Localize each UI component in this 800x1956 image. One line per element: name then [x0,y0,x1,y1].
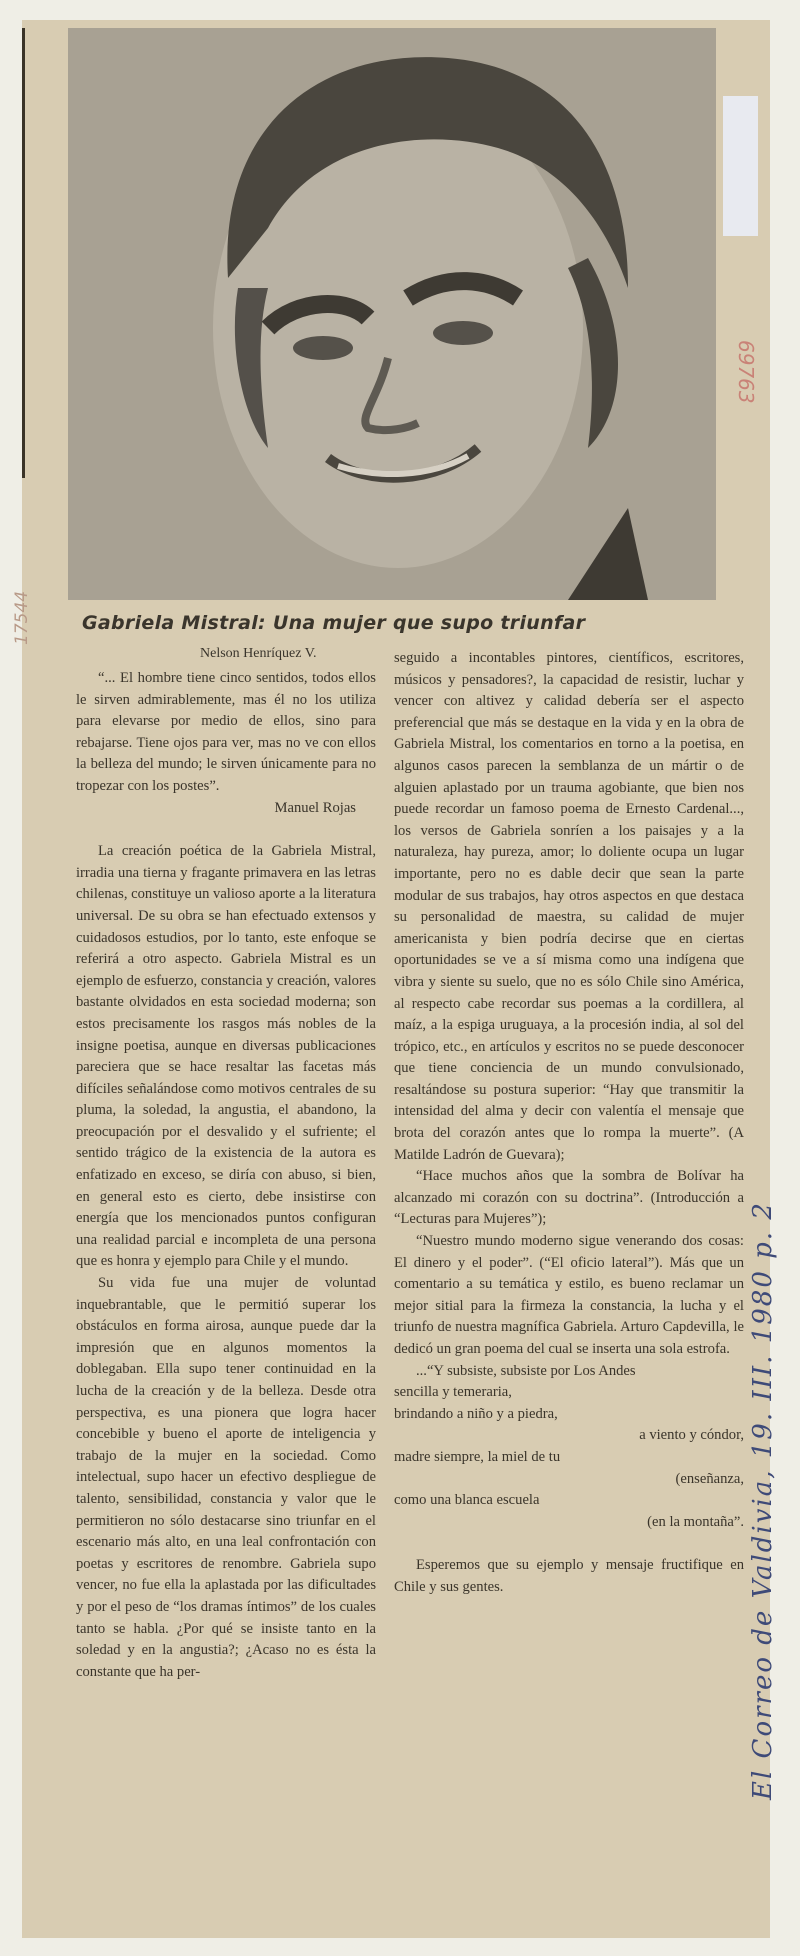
left-column [76,668,376,1683]
paragraph: La creación poética de la Gabriela Mistral, irradia una tierna y fragante primavera en las letras chilenas, constituye un valioso aporte a la literatura universal. De su obra se han efectuado extensos y cuidadosos estudios, por lo tanto, este enfoque se referirá a otro aspecto. Gabriela Mistral es un ejemplo de esfuerzo, constancia y creación, valores bastante olvidados en esta sociedad moderna; son estos precisamente los rasgos más nobles de la insigne poetisa, aunque en diversas publicaciones pareciera que se hace resaltar las facetas más difíciles señalándose como motivos centrales de su pluma, la soledad, la angustia, el abandono, la preocupación por el desvalido y el sufriente; el sentido trágico de la existencia de la autora es enfatizado en exceso, se diría con abuso, si bien, en general esto es cierto, debe insistirse con energía que los mencionados puntos configuran una realidad parcial e incompleta de una persona que es honra y ejemplo para Chile y el mundo. [76,843,376,1270]
paragraph: “Hace muchos años que la sombra de Bolívar ha alcanzado mi corazón con su doctrina”. (Introducción a “Lecturas para Mujeres”); [394,1168,744,1228]
poem-line: (enseñanza, [675,1470,744,1487]
poem-line: brindando a niño y a piedra, [394,1405,558,1422]
poem-stanza [394,1361,744,1534]
handwritten-source-note: El Correo de Valdivia, 19. III. 1980 p. 2 [748,1201,778,1800]
poem-line: ...“Y subsiste, subsiste por Los Andes [416,1362,636,1379]
paper-tear-patch [723,96,758,236]
article-byline: Nelson Henríquez V. [200,646,317,661]
article-title: Gabriela Mistral: Una mujer que supo triunfar [82,612,586,634]
portrait-photo [68,28,716,600]
paragraph: Su vida fue una mujer de voluntad inquebrantable, que le permitió superar los obstáculos en forma airosa, aunque puede dar la impresión que en algunos momentos la doblegaban. Ella supo tener continuidad en la lucha de la creación y de la belleza. Desde otra perspectiva, es una pionera que logra hacer concebible y bueno el aporte de inteligencia y trabajo de la mujer en la sociedad. Como intelectual, supo hacer un efectivo despliegue de talento, sensibilidad, constancia y valor que le permitieron no sólo destacarse sino triunfar en el escenario más alto, en una leal confrontación con poetas y escritores de renombre. Gabriela supo vencer, no fue ella la aplastada por las dificultades y por el peso de “los dramas íntimos” de los cuales tanto se habla. ¿Por qué se insiste tanto en la soledad y en la angustia?; ¿Acaso no es ésta la constante que ha per- [76,1275,376,1680]
clipping-edge-line [22,28,25,478]
poem-line: a viento y cóndor, [639,1427,744,1444]
poem-line: sencilla y temeraria, [394,1384,512,1401]
right-column [394,648,744,1599]
paragraph: seguido a incontables pintores, científicos, escritores, músicos y pensadores?, la capacidad de resistir, luchar y vencer con altivez y calidad debería ser el aspecto preferencial que más se destaque en la vida y en la obra de Gabriela Mistral, los comentarios en torno a la poetisa, en algunos casos parecen la semblanza de un mártir o de alguien aplastado por un trauma agobiante, que bien nos puede recordar un famoso poema de Ernesto Cardenal..., los versos de Gabriela sonríen a los paisajes y a la naturaleza, hay pureza, amor; lo doliente ocupa un lugar importante, pero no es dable decir que sean la parte modular de sus trabajos, hay otros aspectos en que destaca su personalidad de maestra, su calidad de mujer americanista y bien podría decirse que en ciertas oportunidades se ve a sí misma como una indígena que vibra y siente su suelo, que no es sólo Chile sino América, al respecto cabe recordar sus poemas a la cordillera, al maíz, a la espiga uruguaya, a la procesión india, al sol del trópico, etc., en artículos y escritos no se puede desconocer que tiene conciencia de un mundo convulsionado, resaltándose su postura superior: “Hay que transmitir la intensidad del alma y decir con valentía el mensaje que brota del corazón antes que lo rompa la muerte”. (A Matilde Ladrón de Guevara); [394,650,744,1163]
poem-line: como una blanca escuela [394,1492,540,1509]
poem-line: madre siempre, la miel de tu [394,1448,561,1465]
poem-line: (en la montaña”. [647,1513,744,1530]
paragraph: “Nuestro mundo moderno sigue venerando dos cosas: El dinero y el poder”. (“El oficio lateral”). Más que un comentario a su temática y estilo, es bueno reclamar un mejor sitial para la firmeza la constancia, la lucha y el triunfo de nuestra magnífica Gabriela. Arturo Capdevilla, le dedicó un gran poema del cual se inserta una sola estrofa. [394,1233,744,1357]
closing-paragraph: Esperemos que su ejemplo y mensaje fructifique en Chile y sus gentes. [394,1557,744,1595]
archive-number-red: 69763 [734,340,758,404]
epigraph-author: Manuel Rojas [274,799,356,816]
epigraph: “... El hombre tiene cinco sentidos, todos ellos le sirven admirablemente, mas él no los utiliza para elevarse por medio de ellos, sino para rebajarse. Tiene ojos para ver, mas no ve con ellos la belleza del mundo; le sirven únicamente para no tropezar con los postes”. [76,670,376,794]
archive-number-left: 17544 [12,590,32,645]
